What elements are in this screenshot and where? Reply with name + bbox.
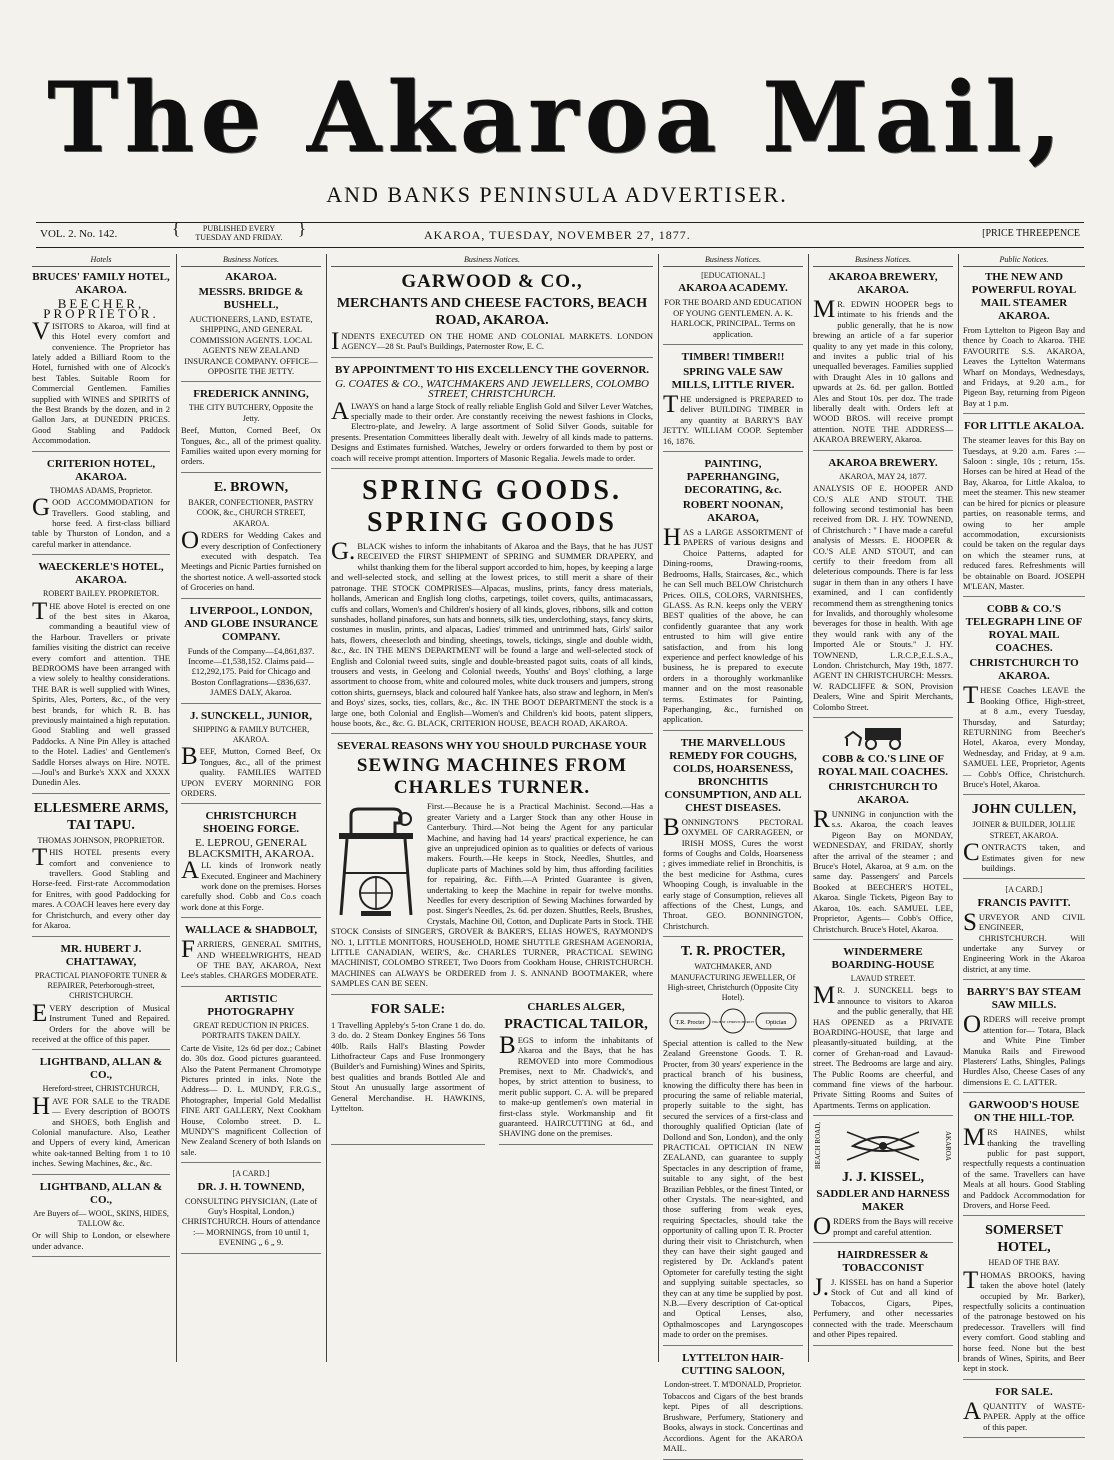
ad-sub: GREAT REDUCTION IN PRICES. PORTRAITS TAKEN DAILY. xyxy=(193,1020,309,1041)
ad-head: COBB & CO.'S TELEGRAPH LINE OF ROYAL MAIL COACHES. xyxy=(965,603,1083,655)
ad-body: Tobaccos and Cigars of the best brands kept. Pipes of all descriptions. Brushware, Perfumery, Stationery and Books, always in stock. Concertinas and Accordions. Agent for the AKAROA MAIL. xyxy=(663,1391,803,1454)
column-business-3 xyxy=(658,254,807,1454)
ad-wallace-shadbolt xyxy=(181,924,321,987)
ad-head: SOMERSET HOTEL, xyxy=(985,1223,1063,1256)
ad-sub: SPRING VALE SAW MILLS, LITTLE RIVER. xyxy=(671,366,795,392)
ad-cobb-coaches xyxy=(813,724,953,940)
ad-body: 1 Travelling Appleby's 5-ton Crane 1 do. do. 3 do. do. 2 Steam Donkey Engines 56 Tons 40lb. Rails Hall's Blasting Powder Lithofracteur Caps and Fuse Ironmongery (Builder's and Furnishing) Wines and Spirits, best qualities and brands Bottled Ale and Stout An unusually large assortment of General Merchandise. H. HAWKINS, Lyttelton. xyxy=(331,1019,485,1113)
ad-chattaway xyxy=(32,943,170,1051)
ad-body: Special attention is called to the New Zealand Greenstone Goods. T. R. Procter, from 30 years' experience in the practical branch of his business, knowing the difficulty there has been in procuring the same of reliable material, properly suitable to the sight, has secured the services of a first-class and thoroughly qualified Optician (late of Dollond and Son, London), and the only PRACTICAL OPTICIAN IN NEW ZEALAND, can guarantee to supply Spectacles in any description of frame, suitable to any sight, of the best Brazilian Pebbles, or the finest Tinted, or other Crystals. The near-sighted, and those suffering from weak eyes, requiring Spectacles, should take the opportunity of calling upon T. R. Procter during their visit to Christchurch, when they can have their sight gauged and registered by Dr. Ackland's patent Optometer for carefully testing the sight and supplying suitable spectacles, so they can at any time be supplied by post. N.B.—Every description of Cat-optical and Optical Lenses, also, Opthalmoscopes and Laryngoscopes made to order on the premises. xyxy=(663,1037,803,1340)
ad-body: GOOD ACCOMMODATION for Travellers. Good stabling, and horse feed. A first-class billiard table by Thurston of London, and a careful marker in attendance. xyxy=(32,494,170,549)
saddle-icon xyxy=(843,1126,923,1166)
ad-body: THE above Hotel is erected on one of the best sites in Akaroa, commanding a beautiful view of the Harbour. Travellers or private families visiting the district can receive every comfort and attention. THE BEDROOMS have been arranged with a view solely to healthy considerations. THE BAR is well supplied with Wines, Spirits, Ales, Porters, &c., of the very best brands, for which R. B. has previously maintained a high reputation. Good Stabling and well grassed Paddocks. A Nine Pin Alley is attached to the Hotel. Ladies' and Gentlemen's Saddle Horses always on Hire. NOTE.—Joul's and Burke's XXX and XXXX Dunedin Ales. xyxy=(32,597,170,788)
ad-head: WALLACE & SHADBOLT, xyxy=(184,924,318,937)
ad-head: BY APPOINTMENT TO HIS EXCELLENCY THE GOVERNOR. xyxy=(334,363,650,376)
ad-head: FREDERICK ANNING, xyxy=(193,388,309,401)
ad-head: CRITERION HOTEL, AKAROA. xyxy=(46,457,156,483)
ad-akaroa-academy xyxy=(663,271,803,345)
column-business-2 xyxy=(326,254,657,1362)
badge-left-text: T.R. Procter xyxy=(675,1019,705,1026)
ad-head: AKAROA BREWERY, AKAROA. xyxy=(828,271,938,296)
ad-body: J.J. KISSEL has on hand a Superior Stock of Cut and all kind of Tobaccos, Cigars, Pipes, Perfumery, and other necessaries connected with the trade. Meerschaum and other Pipes repaired. xyxy=(813,1274,953,1340)
ad-body: FOR THE BOARD AND EDUCATION OF YOUNG GENTLEMEN. A. K. HARLOCK, PRINCIPAL. Terms on application. xyxy=(664,297,802,339)
ad-body: MR. J. SUNCKELL begs to announce to visitors to Akaroa and the public generally, that HE HAS OPENED as a PRIVATE BOARDING-HOUSE, that large and pleasantly-situated building, at the corner of Grehan-road and Lavaud-street. The Bedrooms are large and airy. The Public Rooms are cheerful, and command fine views of the harbour. Private Sitting Rooms and Suites of Apartments. Terms on application. xyxy=(813,982,953,1110)
side-text-right: AKAROA xyxy=(944,1130,952,1161)
ad-body: RUNNING in conjunction with the s.s. Akaroa, the coach leaves Pigeon Bay on MONDAY, WEDNESDAY, and FRIDAY, shortly after the arrival of the steamer ; and Bruce's Hotel, Akaroa, at 9 a.m. on the same day. Passengers' and Parcels Booked at BEECHER'S HOTEL, Akaroa. Single Tickets, Pigeon Bay to Akaroa, 10s. each. SAMUEL LEE, Proprietor, Agents— Cobb's Office, Christchurch. Bruce's Hotel, Akaroa. xyxy=(813,806,953,934)
ad-head: J. J. KISSEL, xyxy=(841,1170,925,1186)
ad-body: BEGS to inform the inhabitants of Akaroa and the Bays, that he has REMOVED into more Commodious Premises, next to Mr. Chadwick's, and hopes, by strict attention to business, to merit public support. C. A. will be prepared to make-up gentlemen's own material in first-class style. Workmanship and fit guaranteed. HAIRCUTTING at 6d., and SHAVING done on the premises. xyxy=(499,1031,653,1139)
ad-cobb-telegraph xyxy=(963,603,1085,795)
ad-sub: BEECHER, PROPRIETOR. xyxy=(43,296,159,322)
ad-sub: CHRISTCHURCH TO AKAROA. xyxy=(969,657,1079,683)
ad-head: CHARLES ALGER, xyxy=(527,1000,625,1013)
place-and-date: AKAROA, TUESDAY, NOVEMBER 27, 1877. xyxy=(424,228,691,242)
ad-akaroa-brewery xyxy=(813,271,953,451)
ad-spring-vale-mills xyxy=(663,351,803,452)
column-heading: Business Notices. xyxy=(813,254,953,267)
ad-sub: PRACTICAL PIANOFORTE TUNER & REPAIRER, Peterborough-street, CHRISTCHURCH. xyxy=(34,970,168,1001)
ad-body: HAVE FOR SALE to the TRADE— Every description of BOOTS and SHOES, both English and Colonial manufacture. Also, Leather and Uppers of every kind, American white oak-tanned Belting from 1 to 10 inches. Sewing Machines, &c., &c. xyxy=(32,1092,170,1169)
ad-body: FARRIERS, GENERAL SMITHS, AND WHEELWRIGHTS, HEAD OF THE BAY, AKAROA, Next Lee's stables. CHARGES MODERATE. xyxy=(181,936,321,981)
ad-sub: THE CITY BUTCHERY, Opposite the Jetty. xyxy=(188,403,314,423)
ad-body: THE undersigned is PREPARED to deliver BUILDING TIMBER in any quantity at BARRY'S BAY JETTY. WILLIAM COOP. September 16, 1876. xyxy=(663,391,803,446)
ad-head: TIMBER! TIMBER!! xyxy=(681,351,785,364)
column-heading: Hotels xyxy=(32,254,170,267)
ad-sub: ROBERT NOONAN, AKAROA, xyxy=(682,499,784,525)
ad-head: T. R. PROCTER, xyxy=(680,944,786,960)
ad-body: THIS HOTEL presents every comfort and convenience to travellers. Good Stabling and Horse-feed. First-rate Accommodation for Enitres, with good Paddocking for mares. A COACH leaves here every day for Christchurch, and every other day for Akaroa. xyxy=(32,844,170,931)
procter-badge-graphic xyxy=(668,1007,798,1035)
saddle-graphic-row xyxy=(813,1122,953,1169)
ad-sub: London-street. T. M'DONALD, Proprietor. xyxy=(664,1379,802,1389)
coach-icon xyxy=(843,724,923,750)
ad-dr-townend xyxy=(181,1169,321,1253)
ad-sub: Are Buyers of— WOOL, SKINS, HIDES, TALLOW &c. xyxy=(33,1208,169,1228)
ad-body: First.—Because he is a Practical Machinist. Second.—Has a greater Variety and a Larger Stock than any other House in Canterbury. Third.—Not being the Agent for any particular Machine, and having had 14 years' practical experience, he can give an unprejudiced opinion as to qualities or defects of various makers. Fourth.—He keeps in Stock, Needles, Shuttles, and duplicate parts of Machines sold by him, thus affording facilities for repairing, &c. Fifth.—A Printed Guarantee is given, undertaking to keep the Machine in repair for twelve months. Needles for every description of Sewing Machines forwarded by post. Singer's Needles, 2s. 6d. per dozen. Shuttles, Reels, Brushes, Crystals, Machine Oil, Cotton, and Duplicate Parts in Stock. THE STOCK Consists of SINGER'S, GROVER & BAKER'S, ELIAS HOWE'S, RAYMOND'S NO. 1, LITTLE MONITORS, HOUSEHOLD, HOME SHUTTLE GRESHAM AGENORIA, LITTLE CANADIAN, WEIR'S, &c. CHARLES TURNER, PRACTICAL SEWING MACHINIST, COLOMBO STREET, Two Doors from Cookham House, CHRISTCHURCH. MACHINES can ALWAYS be ORDERED from J. S. ANNAND BOOTMAKER, where SAMPLES CAN BE SEEN. xyxy=(331,801,653,989)
price: [PRICE THREEPENCE xyxy=(982,228,1080,239)
publication-schedule: { PUBLISHED EVERY TUESDAY AND FRIDAY. } xyxy=(184,224,294,242)
ad-head: FOR LITTLE AKALOA. xyxy=(963,420,1085,433)
ad-body: THESE Coaches LEAVE the Booking Office, High-street, at 8 a.m., every Tuesday, Thursday, and Saturday; RETURNING from Beecher's Hotel, Akaroa, every Monday, Wednesday, and Friday, at 9 a.m. SAMUEL LEE, Proprietor, Agents— Cobb's Office, Christchurch. Bruce's Hotel, Akaroa. xyxy=(963,682,1085,789)
dateline-bar xyxy=(36,222,1084,248)
ad-head: MR. HUBERT J. CHATTAWAY, xyxy=(60,942,142,968)
ad-head: [A CARD.] xyxy=(1005,885,1043,895)
ad-head: WAECKERLE'S HOTEL, AKAROA. xyxy=(38,561,164,587)
ad-frederick-anning xyxy=(181,388,321,472)
ad-john-cullen xyxy=(963,801,1085,879)
ad-head: LIGHTBAND, ALLAN & CO., xyxy=(39,1180,163,1206)
masthead-subtitle: AND BANKS PENINSULA ADVERTISER. xyxy=(326,182,788,207)
ad-hairdresser xyxy=(813,1249,953,1345)
ad-bruces-hotel xyxy=(32,271,170,452)
ad-bonnington xyxy=(663,737,803,937)
ad-body: INDENTS EXECUTED ON THE HOME AND COLONIAL MARKETS. LONDON AGENCY—28 St. Paul's Buildings, Paternoster Row, E. C. xyxy=(331,328,653,355)
ad-head: LIVERPOOL, LONDON, AND GLOBE INSURANCE COMPANY. xyxy=(184,604,318,643)
column-heading: Public Notices. xyxy=(963,254,1085,267)
ad-hawkins-for-sale xyxy=(331,1001,485,1145)
ad-sub: AKAROA, MAY 24, 1877. xyxy=(839,471,927,481)
procter-badge xyxy=(663,1007,803,1035)
ad-sub: THOMAS ADAMS, Proprietor. xyxy=(49,485,153,495)
column-heading: Business Notices. xyxy=(181,254,321,267)
ad-sub: G. COATES & CO., WATCHMAKERS AND JEWELLERS, COLOMBO STREET, CHRISTCHURCH. xyxy=(335,377,649,401)
ad-ellesmere-arms xyxy=(32,800,170,937)
ad-body: Or will Ship to London, or elsewhere under advance. xyxy=(32,1230,170,1251)
ad-head: HAIRDRESSER & TOBACCONIST xyxy=(837,1249,929,1275)
ad-head: BRUCES' FAMILY HOTEL, AKAROA. xyxy=(32,271,170,296)
ad-sub: AKAROA ACADEMY. xyxy=(678,282,788,295)
ad-head: THE MARVELLOUS REMEDY FOR COUGHS, COLDS, HOARSENESS, BRONCHITIS CONSUMPTION, AND ALL CHEST DISEASES. xyxy=(664,736,802,814)
side-text-left: BEACH ROAD, xyxy=(814,1122,822,1170)
ad-body: ALL kinds of Ironwork neatly Executed. Engineer and Machinery work done on the premises. Horses carefully shod. Cobb and Co.s coach work done at this Forge. xyxy=(181,857,321,912)
ad-sub: MERCHANTS AND CHEESE FACTORS, BEACH ROAD, AKAROA. xyxy=(336,296,648,328)
ad-head: LYTTELTON HAIR-CUTTING SALOON, xyxy=(681,1351,785,1377)
ad-sub: PRACTICAL TAILOR, xyxy=(504,1016,648,1032)
ad-body: ORDERS from the Bays will receive prompt and careful attention. xyxy=(813,1213,953,1241)
ad-sub: WATCHMAKER, AND MANUFACTURING JEWELLER, Of High-street, Christchurch (Opposite City Hotel). xyxy=(667,962,799,1003)
ad-sub: ROBERT BAILEY. PROPRIETOR. xyxy=(43,589,159,599)
ad-procter xyxy=(663,943,803,1345)
ad-barrys-bay-mills xyxy=(963,986,1085,1093)
masthead-title: The Akaroa Mail, xyxy=(47,61,1067,174)
ad-body: The steamer leaves for this Bay on Tuesdays, at 9.20 a.m. Fares :—Saloon : single, 10s ; return, 15s. Horses can be hired at Head of the Bay, Akaroa, for Little Akaloa, to meet the steamer. This new steamer can be hired for picnics or pleasure parties, on reasonable terms, and owing to her ample accommodation, excursionists could be taken on the regular days on which the steamer runs, at reduced fares. Refreshments will be obtainable on Board. JOSEPH M'LEAN, Master. xyxy=(963,435,1085,591)
column-heading: Business Notices. xyxy=(663,254,803,267)
ad-body: From Lyttelton to Pigeon Bay and thence by Coach to Akaroa. THE FAVOURITE S.S. AKAROA, Leaves the Lyttelton Watermans Wharf on Mondays, Wednesdays, and Fridays, at 9.20 a.m., for Pigeon Bay, returning from Pigeon Bay at 1 p.m. xyxy=(963,325,1085,408)
ad-head: LIGHTBAND, ALLAN & CO., xyxy=(39,1056,163,1082)
ad-sub: SHIPPING & FAMILY BUTCHER, AKAROA. xyxy=(192,724,310,744)
ad-sub: LAVAUD STREET. xyxy=(850,973,916,983)
ad-head: SPRING GOODS. SPRING GOODS xyxy=(362,475,622,539)
ad-body: ANALYSIS OF E. HOOPER AND CO.'S ALE AND STOUT. THE following second testimonial has been received from DR. J. HY. TOWNEND, of Christchurch : " I have made a careful analysis of Messrs. E. HOOPER & CO.'S ALE AND STOUT, and can certify to their freedom from all deleterious compounds. There is far less sugar in them than in any others I have examined, and I can confidently recommend them as strengthening tonics for Invalids, and thoroughly wholesome beverages for those in health. With age they would rank with any of the Imported Ale or Stouts." J. HY. TOWNEND, L.R.C.P.,E.L.S.A., London. Christchurch, May 19th, 1877. AGENT IN CHRISTCHURCH: Messrs. W. RADCLIFFE & SON, Provision Dealers, Wine and Spirit Merchants, Colombo Street. xyxy=(813,483,953,712)
ad-sub: MESSRS. BRIDGE & BUSHELL, xyxy=(198,286,304,311)
column-business-4 xyxy=(808,254,957,1362)
ad-somerset-hotel xyxy=(963,1222,1085,1379)
ad-garwood xyxy=(331,271,653,358)
ad-e-brown xyxy=(181,479,321,599)
column-business-1 xyxy=(176,254,325,1362)
ad-robert-noonan xyxy=(663,458,803,731)
ad-lightband-wool xyxy=(32,1181,170,1258)
ad-sunckell-butcher xyxy=(181,710,321,805)
ad-head: BARRY'S BAY STEAM SAW MILLS. xyxy=(966,986,1082,1012)
ad-body: G.BLACK wishes to inform the inhabitants of Akaroa and the Bays, that he has JUST RECEIVED the FIRST SHIPMENT of SPRING and SUMMER DRAPERY, and whilst thanking them for the liberal support accorded to him, hopes, by keeping a large and well-selected stock, and selling at the lowest prices, to still merit a share of their patronage. THE STOCK COMPRISES—Alpacas, muslins, prints, fancy dress materials, hollands, American and English long cloths, carpetings, toilet covers, quilts, antimacassars, cuffs and collars, Women's and Children's hosiery of all kinds, gloves, ribbons, silk and cotton sunshades, holland pinafores, sun hats and bonnets, silk ties, underclothing, stays, fancy skirts, costumes in muslin, prints, and alpacas, Ladies' trimmed and untrimmed hats, Girls' sailor hats, flowers, cheesecloth and binding, sheetings, towels, tickings, single and double width, &c., &c. IN THE MEN'S DEPARTMENT will be found a large and well-selected stock of English and Colonial tweed suits, single and double-breasted pagot suits, coats of all kinds, trousers and vests, in Geelong and Colonial tweeds, Youths' and Boys' clothing, a large assortment to choose from, white and coloured moles, white duck trousers and jumpers, strong cotton shirts, guernseys, black and coloured half Yankee hats, also straw and leghorn, in Men's and Boys' sizes, socks, ties, collars, &c., &c. IN THE BOOT DEPARTMENT the stock is a large one, both Colonial and English—Women's and Children's kid boots, patent slippers, house boots, &c., &c. G. BLACK, CRITERION HOUSE, BEACH ROAD, AKAROA. xyxy=(331,538,653,728)
ad-shoeing-forge xyxy=(181,810,321,918)
ad-body: ALWAYS on hand a large Stock of really reliable English Gold and Silver Lever Watches, specially made to their order. Are constantly receiving the newest fashions in Clocks, Electro-plate, and Jewelry. A large assortment of Solid Silver Goods, suitable for presents. Presentation Committees liberally dealt with. Jewelry of all kinds made to patterns. Designs and Estimates furnished. Watches, Jewelry or orders forwarded to them by post or coach will receive prompt attention. Importers of Masonic Regalia. Jewels made to order. xyxy=(331,397,653,463)
ad-sub: JOINER & BUILDER, JOLLIE STREET, AKAROA. xyxy=(972,820,1076,840)
column-hotels xyxy=(28,254,174,1362)
ad-francis-pavitt xyxy=(963,885,1085,980)
ad-body: ORDERS for Wedding Cakes and every description of Confectionery executed with despatch. Tea Meetings and Picnic Parties furnished on the shortest notice. A well-assorted stock of Groceries on hand. xyxy=(181,527,321,593)
ad-waeckerles-hotel xyxy=(32,561,170,794)
ad-kissel-saddler xyxy=(813,1122,953,1243)
ad-photography xyxy=(181,993,321,1163)
ad-body: CONSULTING PHYSICIAN, (Late of Guy's Hospital, London,) CHRISTCHURCH. Hours of attendance :— MORNINGS, from 10 until 1, EVENING „ 6 „ 9. xyxy=(181,1195,321,1248)
ad-head: GARWOOD & CO., xyxy=(401,271,583,292)
ad-body: MRS HAINES, whilst thanking the travelling public for past support, respectfully requests a continuation of the same. Travellers can have Meals at all hours. Good Stabling and Paddock Accommodation for Drovers, and Horse Feed. xyxy=(963,1124,1085,1210)
ad-head: WINDERMERE BOARDING-HOUSE xyxy=(831,945,935,971)
ad-head: THE NEW AND POWERFUL ROYAL MAIL STEAMER AKAROA. xyxy=(971,271,1077,322)
ad-sewing-machines xyxy=(331,740,653,994)
ad-body: ORDERS will receive prompt attention for— Totara, Black and White Pine Timber Manuka Rails and Firewood Plasterers' Laths, Shingles, Palings Hurdles Also, Cheese Cases of any dimensions E. C. LATTER. xyxy=(963,1011,1085,1087)
split-ad-row xyxy=(327,1001,657,1151)
ad-charles-alger xyxy=(499,1001,653,1145)
ad-spring-goods xyxy=(331,475,653,734)
ad-head: SEVERAL REASONS WHY YOU SHOULD PURCHASE YOUR xyxy=(337,740,647,753)
ad-head: AKAROA. xyxy=(225,271,277,283)
ad-head: J. SUNCKELL, JUNIOR, xyxy=(190,709,312,722)
ad-head: [A CARD.] xyxy=(232,1169,270,1179)
ad-sub: SEWING MACHINES FROM CHARLES TURNER. xyxy=(356,755,628,799)
ad-bridge-bushell xyxy=(181,271,321,382)
ad-criterion-hotel xyxy=(32,458,170,555)
ad-body: MR. EDWIN HOOPER begs to intimate to his friends and the public generally, that he is now brewing an article of a far superior quality to any yet made in this colony, and invites a public trial of his unequalled beverages. Families supplied with Draught Ales in 10 gallons and upwards at 2s. 6d. per gallon. Bottled Ales and Stout 10s. per doz. The trade liberally dealt with. Orders left at WOOD BROS. will receive prompt attention. NOTE THE ADDRESS— AKAROA BREWERY, Akaroa. xyxy=(813,296,953,445)
ad-body: CONTRACTS taken, and Estimates given for new buildings. xyxy=(963,839,1085,874)
volume-number: VOL. 2. No. 142. xyxy=(40,228,118,240)
ad-windermere xyxy=(813,946,953,1116)
ad-head: PAINTING, PAPERHANGING, DECORATING, &c. xyxy=(684,458,782,497)
ad-hair-cutting-saloon xyxy=(663,1352,803,1460)
ad-body: EVERY description of Musical Instrument Tuned and Repaired. Orders for the above will be received at the office of this paper. xyxy=(32,999,170,1044)
ad-body: SURVEYOR AND CIVIL ENGINEER, CHRISTCHURCH. Will undertake any Survey or Engineering Work in the Akaroa district, at any time. xyxy=(963,908,1085,974)
ad-head: ELLESMERE ARMS, TAI TAPU. xyxy=(33,800,169,833)
ad-head: FOR SALE. xyxy=(995,1385,1053,1398)
ad-lightband-boots xyxy=(32,1056,170,1174)
ad-garwoods-house xyxy=(963,1099,1085,1216)
ad-head: [EDUCATIONAL.] xyxy=(701,271,765,280)
advertisement-columns xyxy=(28,254,1088,1454)
ad-body: Funds of the Company—£4,861,837. Income—£1,538,152. Claims paid—£12,292,175. Paid for Chicago and Boston Conflagrations—£836,637. JAMES DALY, Akaroa. xyxy=(187,645,315,698)
ad-head: COBB & CO.'S LINE OF ROYAL MAIL COACHES. xyxy=(817,753,949,779)
ad-body: AUCTIONEERS, LAND, ESTATE, SHIPPING, AND GENERAL COMMISSION AGENTS. LOCAL AGENTS NEW ZEALAND INSURANCE COMPANY. OFFICE—OPPOSITE THE JETTY. xyxy=(184,314,318,377)
column-public-notices xyxy=(958,254,1089,1432)
ad-body: HAS a LARGE ASSORTMENT of PAPERS of various designs and Choice Patterns, adapted for Dining-rooms, Drawing-rooms, Bedrooms, Halls, Staircases, &c., which he can Sell much BELOW Christchurch Prices. OILS, COLORS, VARNISHES, GLASS. As R.N. keeps only the VERY BEST qualities of the above, he can confidently guarantee that any work entrusted to him will give entire satisfaction, and from his long experience and perfect knowledge of his business, he is prepared to execute orders in a thoroughly workmanlike manner and on the most reasonable terms. Estimates for Painting, Paperhanging, &c., furnished on application. xyxy=(663,524,803,725)
badge-mid-text: HIGH ST CHRISTCHURCH xyxy=(712,1019,754,1024)
ad-sub: CHRISTCHURCH TO AKAROA. xyxy=(828,781,938,807)
ad-body: BEEF, Mutton, Corned Beef, Ox Tongues, &c., all of the primest quality. FAMILIES WAITED UPON EVERY MORNING FOR ORDERS. xyxy=(181,743,321,798)
ad-body: VISITORS to Akaroa, will find at this Hotel every comfort and convenience. The Proprietor has lately added a Billiard Room to the Hotel, furnished with one of Alcock's best Tables. Suitable Room for Commercial Gentlemen. Families supplied with WINES and SPIRITS of the Best Brands by the dozen, and in 2 Gallon Jars, at DUNEDIN PRICES. Good Stabling and Paddock Accommodation. xyxy=(32,317,170,446)
ad-head: CHRISTCHURCH SHOEING FORGE. xyxy=(203,810,299,836)
ad-sub: THOMAS JOHNSON, PROPRIETOR. xyxy=(37,835,165,845)
ad-sub: Hereford-street, CHRISTCHURCH, xyxy=(42,1084,160,1094)
ad-sub: FRANCIS PAVITT. xyxy=(977,896,1071,909)
ad-head: AKAROA BREWERY. xyxy=(828,456,938,469)
ad-head: E. BROWN, xyxy=(213,479,289,495)
column-heading: Business Notices. xyxy=(331,254,653,267)
ad-waste-paper xyxy=(963,1386,1085,1438)
ad-body: THOMAS BROOKS, having taken the above hotel (lately occupied by Mr. Barker), respectfully solicits a continuation of the patronage bestowed on his predecessor. Travellers will find every comfort. Good stabling and horse feed. None but the best brands of Wines, Spirits, and Beer kept in stock. xyxy=(963,1266,1085,1374)
ad-sub: SADDLER AND HARNESS MAKER xyxy=(816,1188,950,1214)
ad-head: ARTISTIC PHOTOGRAPHY xyxy=(207,992,295,1018)
ad-sub: DR. J. H. TOWNEND, xyxy=(197,1180,305,1193)
ad-head: GARWOOD'S HOUSE ON THE HILL-TOP. xyxy=(968,1099,1080,1125)
ad-body: BONNINGTON'S PECTORAL OXYMEL OF CARRAGEEN, or IRISH MOSS, Cures the worst forms of Coughs and Colds, Hoarseness ; gives immediate relief in Bronchitis, is the best medicine for Asthma, cures Whooping Cough, is invaluable in the early stage of Consumption, relieves all affections of the Chest, Lungs, and Throat. GEO. BONNINGTON, Christchurch. xyxy=(663,813,803,931)
ad-head: JOHN CULLEN, xyxy=(971,802,1077,818)
sewing-machine-icon xyxy=(331,803,421,923)
ad-little-akaloa xyxy=(963,420,1085,597)
masthead xyxy=(0,55,1114,180)
ad-sub: BAKER, CONFECTIONER, PASTRY COOK, &c., CHURCH STREET, AKAROA. xyxy=(188,497,314,528)
ad-sub: HEAD OF THE BAY. xyxy=(988,1258,1060,1268)
ad-body: Carte de Visite, 12s 6d per doz.; Cabinet do. 30s doz. Good pictures guaranteed. Also the Patent Permanent Chromotype Pictures printed in inks. Note the Address— D. L. MUNDY, F.R.G.S., Photographer, Imperial Gold Medallist FINE ART GALLERY, Next Cookham House, Colombo street. D. L. MUNDY'S magnificent Collection of New Zealand Scenery of both Islands on sale. xyxy=(181,1042,321,1157)
ad-brewery-analysis xyxy=(813,457,953,718)
ad-liverpool-insurance xyxy=(181,605,321,704)
ad-sub: E. LEPROU, GENERAL BLACKSMITH, AKAROA. xyxy=(187,837,315,860)
ad-body: AQUANTITY of WASTE-PAPER. Apply at the office of this paper. xyxy=(963,1397,1085,1432)
ad-steamer-akaroa xyxy=(963,271,1085,414)
ad-head: FOR SALE: xyxy=(370,1001,446,1017)
ad-body: Beef, Mutton, Corned Beef, Ox Tongues, &c., all of the primest quality. Families waited upon every morning for orders. xyxy=(181,425,321,467)
badge-right-text: Optician xyxy=(765,1019,787,1026)
ad-coates xyxy=(331,364,653,469)
